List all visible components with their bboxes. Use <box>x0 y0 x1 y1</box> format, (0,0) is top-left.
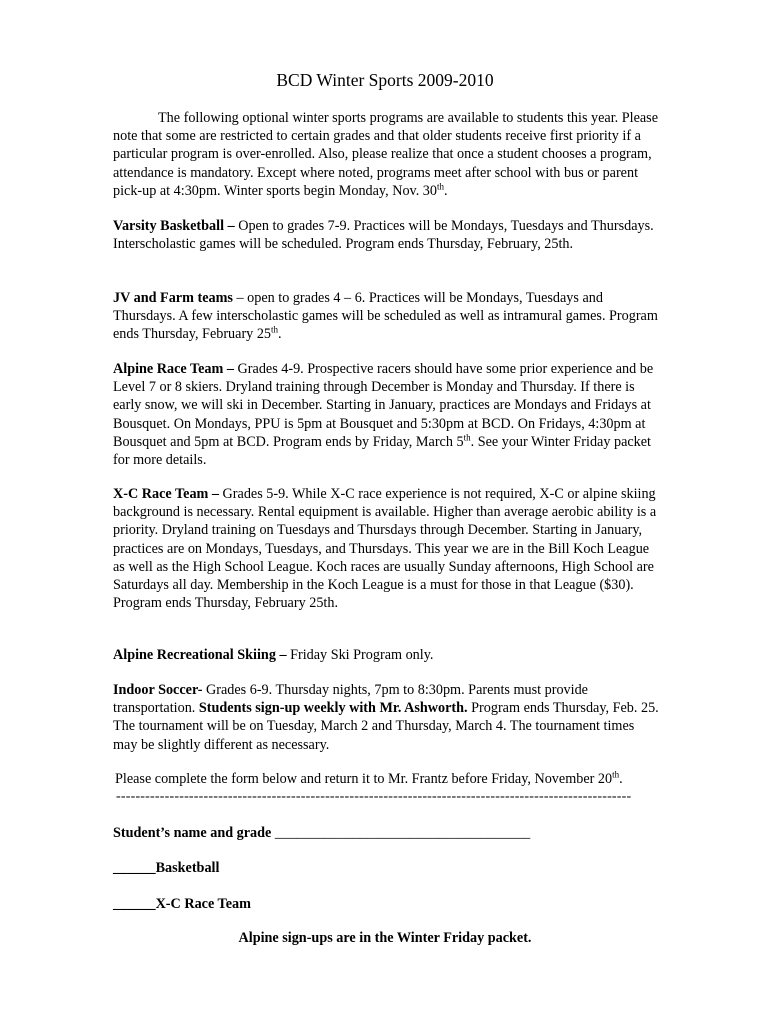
soccer-text-2: Program ends Thursday, Feb. 25. The tournament will be on Tuesday, March 2 and Thursday, March 4. The tournament times may be slightly different as necessary. <box>113 700 659 753</box>
complete-end: . <box>619 771 623 787</box>
rec-heading: Alpine Recreational Skiing – <box>113 647 287 663</box>
intro-end: . <box>444 182 448 199</box>
complete-sup: th <box>612 769 620 780</box>
alpine-end: . See your Winter Friday packet for more details. <box>113 433 651 469</box>
varsity-heading: Varsity Basketball – <box>113 218 235 234</box>
basketball-label: Basketball <box>155 860 220 876</box>
jv-text: – open to grades 4 – 6. Practices will be Mondays, Tuesdays and Thursdays. A few interscholastic games will be scheduled as well as intramural games. Program ends Thursday, February 25 <box>113 290 658 343</box>
form-name-label: Student’s name and grade <box>113 825 275 841</box>
xc-race-section <box>113 485 661 612</box>
complete-text: Please complete the form below and return it to Mr. Frantz before Friday, November 20 <box>115 771 613 787</box>
basketball-blank[interactable]: ______ <box>113 860 156 876</box>
alpine-heading: Alpine Race Team – <box>113 361 234 377</box>
soccer-heading: Indoor Soccer- <box>113 682 203 698</box>
form-xc-row <box>113 895 661 913</box>
intro-paragraph <box>113 109 661 200</box>
xc-heading: X-C Race Team – <box>113 486 219 502</box>
alpine-rec-section <box>113 646 661 664</box>
alpine-text: Grades 4-9. Prospective racers should have some prior experience and be Level 7 or 8 skiers. Dryland training through December is Monday and Thursday. If there is early snow, we will ski in December. Starting in January, practices are Mondays and Fridays at Bousquet. On Mondays, PPU is 5pm at Bousquet and 5:30pm at BCD. On Fridays, 4:30pm at Bousquet and 5pm at BCD. Program ends by Friday, March 5 <box>113 361 654 450</box>
jv-farm-section <box>113 289 661 344</box>
intro-sup: th <box>437 181 445 192</box>
form-name-row <box>113 824 661 842</box>
indoor-soccer-section <box>113 681 661 754</box>
alpine-race-section <box>113 360 661 469</box>
xc-label: X-C Race Team <box>155 896 251 912</box>
jv-end: . <box>278 326 282 343</box>
jv-sup: th <box>271 324 279 335</box>
form-basketball-row <box>113 859 661 877</box>
alpine-sup: th <box>463 432 471 443</box>
complete-instructions <box>115 770 675 788</box>
form-name-blank[interactable]: ____________________________________ <box>274 825 531 841</box>
page-title: BCD Winter Sports 2009-2010 <box>276 70 494 90</box>
xc-text: Grades 5-9. While X-C race experience is not required, X-C or alpine skiing background is necessary. Rental equipment is available. Higher than average aerobic ability is a priority. Dryland training on Tuesdays and Thursdays through December. Starting in January, practices are on Mondays, Tuesdays, and Thursdays. This year we are in the Bill Koch League as well as the High School League. Koch races are usually Sunday afternoons, High School are Saturdays all day. Membership in the Koch League is a must for those in that League ($30). Program ends Thursday, February 25th. <box>113 486 657 612</box>
intro-text: The following optional winter sports programs are available to students this year. Please note that some are restricted to certain grades and that older students receive first priority if a particular program is over-enrolled. Also, please realize that once a student chooses a program, attendance is mandatory. Except where noted, programs meet after school with bus or parent pick-up at 4:30pm. Winter sports begin Monday, Nov. 30 <box>113 110 658 199</box>
rec-text: Friday Ski Program only. <box>286 647 434 663</box>
cut-line-separator: ---------------------------------------------------------------------------------------------------------- <box>116 789 632 804</box>
soccer-text-1: Grades 6-9. Thursday nights, 7pm to 8:30pm. Parents must provide transportation. <box>113 682 588 717</box>
varsity-basketball-section <box>113 217 661 253</box>
soccer-signup-note: Students sign-up weekly with Mr. Ashworth. <box>198 700 468 717</box>
xc-blank[interactable]: ______ <box>113 896 156 912</box>
jv-heading: JV and Farm teams <box>113 290 233 306</box>
alpine-signup-note: Alpine sign-ups are in the Winter Friday packet. <box>238 930 532 946</box>
varsity-text: Open to grades 7-9. Practices will be Mondays, Tuesdays and Thursdays. Interscholastic games will be scheduled. Program ends Thursday, February, 25th. <box>113 218 654 253</box>
